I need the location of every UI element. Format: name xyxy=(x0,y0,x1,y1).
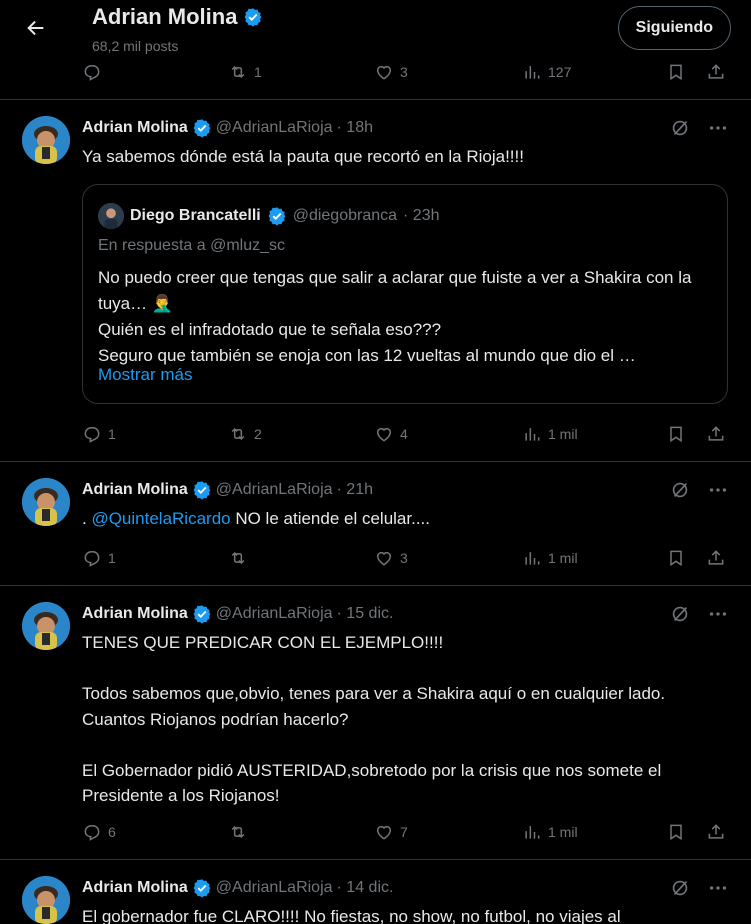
like-icon xyxy=(374,548,394,568)
like-button[interactable] xyxy=(374,546,408,570)
views-count: 1 mil xyxy=(548,550,578,566)
quote-avatar xyxy=(98,203,124,229)
like-count: 7 xyxy=(400,824,408,840)
more-icon[interactable] xyxy=(707,877,729,899)
repost-icon xyxy=(228,548,248,568)
views-icon xyxy=(522,62,542,82)
author-handle[interactable]: @AdrianLaRioja xyxy=(215,879,333,896)
grok-icon[interactable] xyxy=(669,877,691,899)
tweet-menu xyxy=(669,603,729,625)
text-prefix: . xyxy=(82,509,92,528)
reply-icon xyxy=(82,424,102,444)
tweet-header xyxy=(82,479,373,501)
bookmark-icon xyxy=(666,548,686,568)
reply-button[interactable] xyxy=(82,546,116,570)
action-bar xyxy=(82,820,732,844)
views-button[interactable] xyxy=(522,422,578,446)
tweet[interactable] xyxy=(0,100,751,462)
tweet-menu xyxy=(669,877,729,899)
reply-button[interactable] xyxy=(82,60,108,84)
like-icon xyxy=(374,822,394,842)
reply-icon xyxy=(82,822,102,842)
share-icon xyxy=(706,62,726,82)
more-icon[interactable] xyxy=(707,117,729,139)
action-bar xyxy=(82,422,732,446)
tweet-menu xyxy=(669,479,729,501)
quoted-tweet[interactable] xyxy=(82,184,728,404)
reply-context: En respuesta a @mluz_sc xyxy=(98,237,285,254)
tweet-text xyxy=(82,506,722,531)
like-icon xyxy=(374,62,394,82)
action-bar xyxy=(82,60,732,84)
tweet-header xyxy=(82,117,373,139)
tweet[interactable] xyxy=(0,860,751,924)
views-button[interactable] xyxy=(522,820,578,844)
verified-badge-icon xyxy=(267,206,287,226)
like-count: 3 xyxy=(400,64,408,80)
bookmark-button[interactable] xyxy=(666,422,686,446)
views-button[interactable] xyxy=(522,546,578,570)
page-title xyxy=(92,4,263,30)
like-button[interactable] xyxy=(374,422,408,446)
like-button[interactable] xyxy=(374,820,408,844)
quote-header xyxy=(98,203,439,229)
author-handle[interactable]: @AdrianLaRioja xyxy=(215,119,333,136)
previous-tweet-actions xyxy=(0,58,751,100)
bookmark-button[interactable] xyxy=(666,60,686,84)
tweet-header xyxy=(82,603,393,625)
author-handle[interactable]: @AdrianLaRioja xyxy=(215,481,333,498)
back-button[interactable] xyxy=(22,14,50,42)
verified-badge-icon xyxy=(192,118,212,138)
text-suffix: NO le atiende el celular.... xyxy=(230,509,430,528)
repost-button[interactable] xyxy=(228,820,254,844)
repost-count: 2 xyxy=(254,426,262,442)
repost-button[interactable] xyxy=(228,422,262,446)
repost-icon xyxy=(228,822,248,842)
bookmark-icon xyxy=(666,62,686,82)
repost-button[interactable] xyxy=(228,60,262,84)
quote-time: · 23h xyxy=(403,207,440,224)
share-button[interactable] xyxy=(706,422,726,446)
avatar[interactable] xyxy=(22,478,70,526)
tweet-time[interactable]: · 18h xyxy=(336,119,373,136)
bookmark-button[interactable] xyxy=(666,546,686,570)
bookmark-icon xyxy=(666,424,686,444)
verified-badge-icon xyxy=(243,7,263,27)
avatar[interactable] xyxy=(22,602,70,650)
action-bar xyxy=(82,546,732,570)
quote-author-handle: @diegobranca xyxy=(292,207,398,224)
tweet-header xyxy=(82,877,393,899)
share-icon xyxy=(706,822,726,842)
views-count: 1 mil xyxy=(548,824,578,840)
views-button[interactable] xyxy=(522,60,571,84)
quote-author-name: Diego Brancatelli xyxy=(130,207,261,224)
grok-icon[interactable] xyxy=(669,479,691,501)
like-count: 3 xyxy=(400,550,408,566)
reply-count: 1 xyxy=(108,550,116,566)
views-icon xyxy=(522,424,542,444)
more-icon[interactable] xyxy=(707,479,729,501)
tweet-time[interactable]: · 14 dic. xyxy=(336,879,394,896)
bookmark-icon xyxy=(666,822,686,842)
author-name[interactable]: Adrian Molina xyxy=(82,605,188,622)
author-handle[interactable]: @AdrianLaRioja xyxy=(215,605,333,622)
author-name[interactable]: Adrian Molina xyxy=(82,119,188,136)
tweet-text: Ya sabemos dónde está la pauta que recortó en la Rioja!!!! xyxy=(82,147,524,166)
author-name[interactable]: Adrian Molina xyxy=(82,481,188,498)
avatar[interactable] xyxy=(22,876,70,924)
repost-icon xyxy=(228,424,248,444)
author-name[interactable]: Adrian Molina xyxy=(82,879,188,896)
reply-button[interactable] xyxy=(82,422,116,446)
reply-icon xyxy=(82,548,102,568)
quote-text: No puedo creer que tengas que salir a aclarar que fuiste a ver a Shakira con la tuya… 🤦‍♂️ Quién es el infradotado que te señala eso??? Seguro que también se enoja con las 12 vueltas al mundo que dio el … xyxy=(98,268,692,365)
share-button[interactable] xyxy=(706,546,726,570)
like-button[interactable] xyxy=(374,60,408,84)
reply-icon xyxy=(82,62,102,82)
more-icon[interactable] xyxy=(707,603,729,625)
profile-header xyxy=(0,0,751,60)
following-button[interactable]: Siguiendo xyxy=(618,6,731,50)
reply-count: 1 xyxy=(108,426,116,442)
views-icon xyxy=(522,548,542,568)
share-icon xyxy=(706,424,726,444)
tweet[interactable] xyxy=(0,462,751,586)
avatar[interactable] xyxy=(22,116,70,164)
tweet[interactable] xyxy=(0,586,751,860)
verified-badge-icon xyxy=(192,480,212,500)
post-count: 68,2 mil posts xyxy=(92,38,179,54)
verified-badge-icon xyxy=(192,878,212,898)
profile-name: Adrian Molina xyxy=(92,4,238,29)
views-icon xyxy=(522,822,542,842)
like-count: 4 xyxy=(400,426,408,442)
back-arrow-icon xyxy=(25,17,47,39)
tweet-menu xyxy=(669,117,729,139)
reply-button[interactable] xyxy=(82,820,116,844)
grok-icon[interactable] xyxy=(669,117,691,139)
share-button[interactable] xyxy=(706,60,726,84)
repost-button[interactable] xyxy=(228,546,254,570)
show-more-link[interactable]: Mostrar más xyxy=(98,365,193,384)
verified-badge-icon xyxy=(192,604,212,624)
views-count: 1 mil xyxy=(548,426,578,442)
mention-link[interactable]: @QuintelaRicardo xyxy=(91,509,231,528)
views-count: 127 xyxy=(548,64,572,80)
repost-count: 1 xyxy=(254,64,262,80)
share-button[interactable] xyxy=(706,820,726,844)
repost-icon xyxy=(228,62,248,82)
grok-icon[interactable] xyxy=(669,603,691,625)
tweet-text: El gobernador fue CLARO!!!! No fiestas, no show, no futbol, no viajes al xyxy=(82,907,621,924)
tweet-text: TENES QUE PREDICAR CON EL EJEMPLO!!!! Todos sabemos que,obvio, tenes para ver a Shakira aquí o en cualquier lado. Cuantos Riojanos podrían hacerlo? El Gobernador pidió AUSTERIDAD,sobretodo por la crisis que nos somete el Presidente a los Riojanos! xyxy=(82,633,666,805)
tweet-time[interactable]: · 15 dic. xyxy=(336,605,394,622)
share-icon xyxy=(706,548,726,568)
bookmark-button[interactable] xyxy=(666,820,686,844)
tweet-time[interactable]: · 21h xyxy=(336,481,373,498)
like-icon xyxy=(374,424,394,444)
reply-count: 6 xyxy=(108,824,116,840)
